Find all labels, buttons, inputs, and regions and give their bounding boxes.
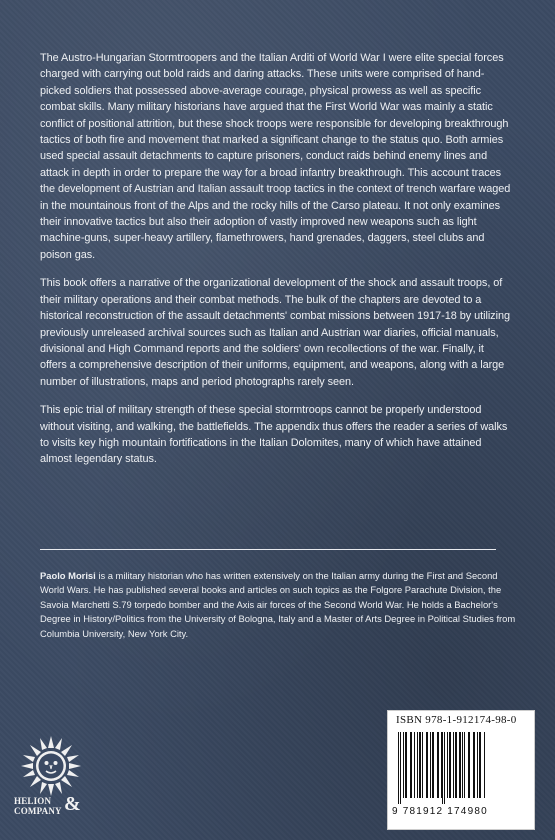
barcode-bar [449,732,451,798]
barcode-bar [432,732,434,798]
author-bio-text: is a military historian who has written extensively on the Italian army during the First and Second World Wars. He has published several books and articles on such topics as the Folgore Parachute Division, the Savoia Marchetti S.79 torpedo bomber and the Axis air forces of the Second World War. He holds a Bachelor's Degree in History/Politics from the University of Bologna, Italy and a Master of Arts Degree in Political Studies from Columbia University, New York City. [40,570,516,639]
barcode-bar [422,732,423,798]
barcode-bar [419,732,421,798]
publisher-line-1: HELION [14,796,52,806]
sun-face-logo-icon [18,735,84,831]
blurb-paragraph-1: The Austro-Hungarian Stormtroopers and the Italian Arditi of World War I were elite special forces charged with carrying out bold raids and daring attacks. These units were comprised of hand-picked soldiers that possessed above-average courage, physical prowess as well as specific combat skills. Many military historians have argued that the First World War was mainly a static conflict of positional attrition, but these shock troops were responsible for developing breakthrough tactics of both fire and movement that marked a significant change to the status quo. Both armies used special assault detachments to capture prisoners, conduct raids behind enemy lines and attack in depth in order to prepare the way for a broad infantry breakthrough. This account traces the development of Austrian and Italian assault troop tactics in the context of trench warfare waged in the mountainous front of the Alps and the rocky hills of the Carso plateau. It not only examines their innovative tactics but also their adoption of vastly improved new weapons such as light machine-guns, super-heavy artillery, flamethrowers, hand grenades, daggers, steel clubs and poison gas. [40,52,511,261]
barcode-bar [453,732,454,798]
barcode-bar [426,732,428,798]
barcode-bar [477,732,478,798]
barcode-bar [403,732,404,798]
barcode-bar [484,732,485,798]
barcode-bar [405,732,407,798]
barcode-bar [444,732,445,804]
publisher-line-2: COMPANY [14,806,62,816]
barcode-bar [447,732,448,798]
barcode-bar [410,732,412,798]
barcode-digits: 9 781912 174980 [392,806,488,817]
barcode-bar [468,732,470,798]
barcode-bar [430,732,431,798]
barcode-bar [462,732,463,798]
barcode-bar [398,732,399,804]
barcode-bar [455,732,457,798]
book-blurb [40,50,512,480]
isbn-label: ISBN 978-1-912174-98-0 [396,714,517,726]
barcode-bar [459,732,461,798]
blurb-paragraph-3: This epic trial of military strength of these special stormtroops cannot be properly understood without visiting, and walking, the battlefields. The appendix thus offers the reader a series of walks to visits key high mountain fortifications in the Italian Dolomites, many of which have attained almost legendary status. [40,404,508,466]
barcode-bar [441,732,442,798]
barcode-bar [437,732,439,798]
publisher-name [14,796,94,816]
barcode-bar [400,732,401,804]
divider [40,549,496,550]
publisher-ampersand: & [64,793,81,815]
barcode-bar [473,732,475,798]
barcode-bar [417,732,418,798]
barcode-bar [442,732,443,804]
author-name: Paolo Morisi [40,570,96,581]
barcode-bars [398,732,526,804]
author-bio [40,569,518,641]
barcode-bar [479,732,481,798]
barcode-bar [414,732,415,798]
barcode-bar [464,732,465,798]
blurb-paragraph-2: This book offers a narrative of the organizational development of the shock and assault troops, of their military operations and their combat methods. The bulk of the chapters are devoted to a historical reconstruction of the assault detachments' combat missions between 1917-18 by utilizing previously unreleased archival sources such as Italian and Austrian war diaries, official manuals, divisional and High Command reports and the soldiers' own recollections of the war. Finally, it offers a comprehensive description of their uniforms, equipment, and weapons, along with a large number of illustrations, maps and period photographs rarely seen. [40,277,510,388]
